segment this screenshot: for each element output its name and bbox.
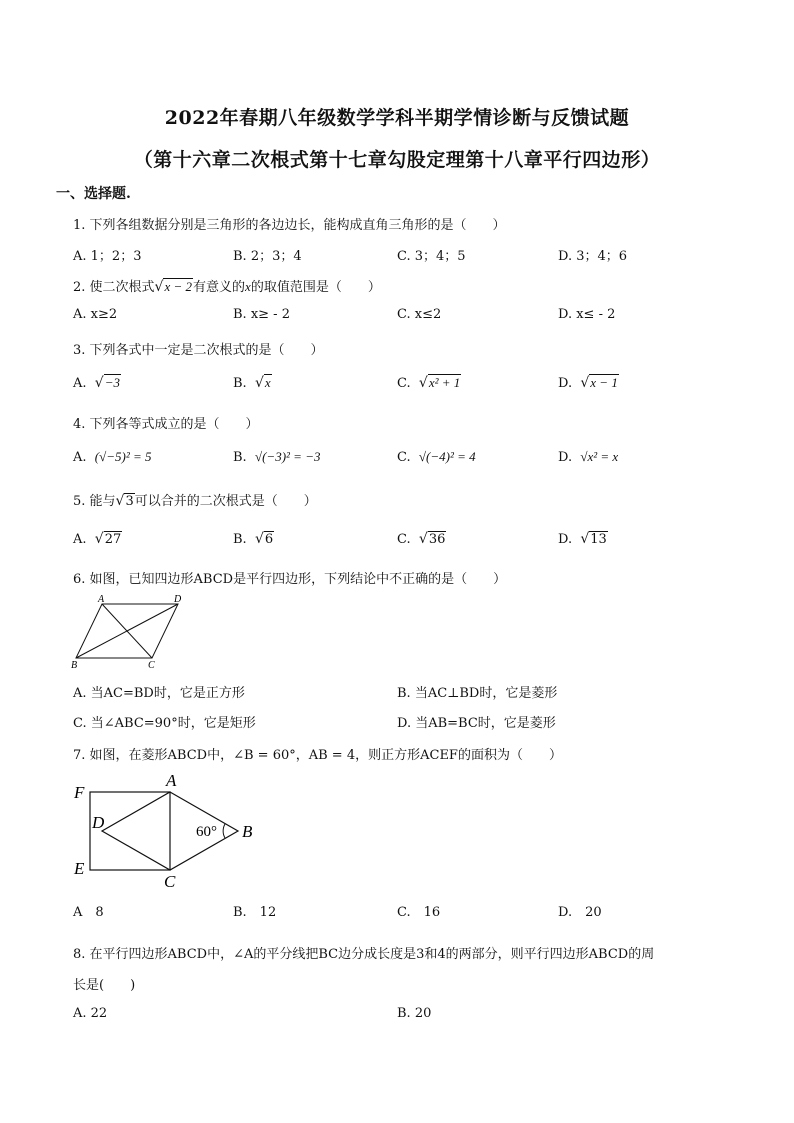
q8-stem-line2: 长是( ) bbox=[73, 978, 136, 993]
q8-option-b: B. 20 bbox=[397, 1006, 432, 1021]
option-label: B. bbox=[233, 532, 247, 547]
q4-option-c bbox=[397, 449, 476, 465]
vertex-label-b: B bbox=[242, 822, 253, 841]
radical-sign: √ bbox=[94, 531, 104, 547]
radical-sign: √ bbox=[418, 375, 428, 391]
angle-label: 60° bbox=[196, 824, 217, 840]
option-label: A. bbox=[73, 532, 87, 547]
q3-option-d bbox=[558, 375, 619, 391]
option-label: D. bbox=[558, 450, 573, 465]
q5-stem-pre: 5. 能与 bbox=[73, 494, 116, 509]
q7-option-d: D. 20 bbox=[558, 905, 602, 920]
radical-sign: √ bbox=[154, 279, 164, 295]
radicand: 13 bbox=[590, 532, 607, 547]
radical-sign: √ bbox=[254, 531, 264, 547]
q5-option-d bbox=[558, 531, 608, 547]
q6-option-c: C. 当∠ABC=90°时，它是矩形 bbox=[73, 716, 256, 731]
radical-sign: √ bbox=[115, 493, 125, 509]
rhombus-square-figure bbox=[70, 768, 270, 892]
q2-option-a: A. x≥2 bbox=[73, 307, 118, 322]
q6-stem: 6. 如图，已知四边形ABCD是平行四边形，下列结论中不正确的是（ ） bbox=[73, 572, 507, 587]
q5-option-b bbox=[233, 531, 274, 547]
q8-stem-line1: 8. 在平行四边形ABCD中，∠A的平分线把BC边分成长度是3和4的两部分，则平行四边形ABCD的周 bbox=[73, 947, 655, 962]
q2-radicand: x − 2 bbox=[164, 279, 193, 294]
q7-option-c: C. 16 bbox=[397, 905, 441, 920]
q1-option-a: A. 1；2；3 bbox=[73, 249, 142, 264]
option-label: C. bbox=[397, 532, 411, 547]
q2-option-d: D. x≤ - 2 bbox=[558, 307, 616, 322]
option-expression: √(−4)² = 4 bbox=[418, 449, 476, 464]
page-subtitle: （第十六章二次根式第十七章勾股定理第十八章平行四边形） bbox=[133, 149, 661, 171]
q4-stem: 4. 下列各等式成立的是（ ） bbox=[73, 417, 259, 432]
q7-option-a: A 8 bbox=[73, 905, 104, 920]
q5-option-c bbox=[397, 531, 446, 547]
q2-stem-mid: 有意义的 bbox=[193, 280, 246, 295]
q3-option-b bbox=[233, 375, 272, 391]
vertex-label-c: C bbox=[148, 660, 155, 670]
q1-option-b: B. 2；3；4 bbox=[233, 249, 302, 264]
option-expression: √x² = x bbox=[580, 449, 619, 464]
q4-option-b bbox=[233, 449, 320, 465]
vertex-label-d: D bbox=[92, 813, 105, 832]
option-label: B. bbox=[233, 450, 247, 465]
q4-option-a bbox=[73, 449, 152, 465]
q3-option-c bbox=[397, 375, 461, 391]
q2-stem-post: 的取值范围是（ ） bbox=[250, 280, 381, 295]
vertex-label-f: F bbox=[74, 783, 85, 802]
q2-variable: x bbox=[245, 279, 251, 294]
option-label: C. bbox=[397, 450, 411, 465]
diagonal-bd bbox=[76, 604, 178, 658]
q6-option-b: B. 当AC⊥BD时，它是菱形 bbox=[397, 686, 558, 701]
q6-option-a: A. 当AC=BD时，它是正方形 bbox=[73, 686, 245, 701]
q1-option-c: C. 3；4；5 bbox=[397, 249, 466, 264]
q5-radicand: 3 bbox=[125, 494, 134, 509]
radicand: x − 1 bbox=[590, 375, 618, 390]
q2-option-c: C. x≤2 bbox=[397, 307, 442, 322]
option-label: B. bbox=[233, 376, 247, 391]
vertex-label-c: C bbox=[164, 872, 176, 891]
q3-stem: 3. 下列各式中一定是二次根式的是（ ） bbox=[73, 343, 324, 358]
vertex-label-e: E bbox=[74, 859, 85, 878]
vertex-label-a: A bbox=[166, 771, 177, 790]
option-label: C. bbox=[397, 376, 411, 391]
q2-option-b: B. x≥ - 2 bbox=[233, 307, 290, 322]
radical-sign: √ bbox=[580, 531, 590, 547]
q2-stem bbox=[73, 276, 381, 295]
option-expression: √(−3)² = −3 bbox=[254, 449, 321, 464]
angle-arc bbox=[223, 824, 225, 838]
q1-stem: 1. 下列各组数据分别是三角形的各边边长，能构成直角三角形的是（ ） bbox=[73, 218, 506, 233]
option-label: A. bbox=[73, 450, 87, 465]
option-expression: (√−5)² = 5 bbox=[94, 449, 152, 464]
radicand: 6 bbox=[264, 532, 274, 547]
parallelogram-figure bbox=[68, 594, 198, 670]
radicand: 27 bbox=[104, 532, 122, 547]
q6-option-d: D. 当AB=BC时，它是菱形 bbox=[397, 716, 556, 731]
option-label: A. bbox=[73, 376, 87, 391]
q8-option-a: A. 22 bbox=[73, 1006, 108, 1021]
q4-option-d bbox=[558, 449, 618, 465]
section-heading: 一、选择题. bbox=[56, 186, 131, 202]
q2-stem-pre: 2. 使二次根式 bbox=[73, 280, 155, 295]
q7-stem: 7. 如图，在菱形ABCD中，∠B = 60°，AB = 4，则正方形ACEF的面积为（ ） bbox=[73, 748, 562, 763]
radical-sign: √ bbox=[254, 375, 264, 391]
radical-sign: √ bbox=[94, 375, 104, 391]
vertex-label-a: A bbox=[98, 594, 105, 605]
option-label: D. bbox=[558, 376, 573, 391]
radicand: x² + 1 bbox=[428, 375, 461, 390]
radical-sign: √ bbox=[580, 375, 590, 391]
radicand: 36 bbox=[428, 532, 446, 547]
option-label: D. bbox=[558, 532, 573, 547]
radical-sign: √ bbox=[418, 531, 428, 547]
q3-option-a bbox=[73, 375, 121, 391]
radicand: −3 bbox=[104, 375, 120, 390]
q7-option-b: B. 12 bbox=[233, 905, 277, 920]
vertex-label-d: D bbox=[174, 594, 182, 605]
radicand: x bbox=[264, 375, 271, 390]
q5-stem bbox=[73, 490, 317, 509]
page-title: 2022年春期八年级数学学科半期学情诊断与反馈试题 bbox=[164, 107, 630, 129]
vertex-label-b: B bbox=[71, 660, 78, 670]
q5-stem-post: 可以合并的二次根式是（ ） bbox=[134, 494, 317, 509]
q5-option-a bbox=[73, 531, 122, 547]
q1-option-d: D. 3；4；6 bbox=[558, 249, 628, 264]
